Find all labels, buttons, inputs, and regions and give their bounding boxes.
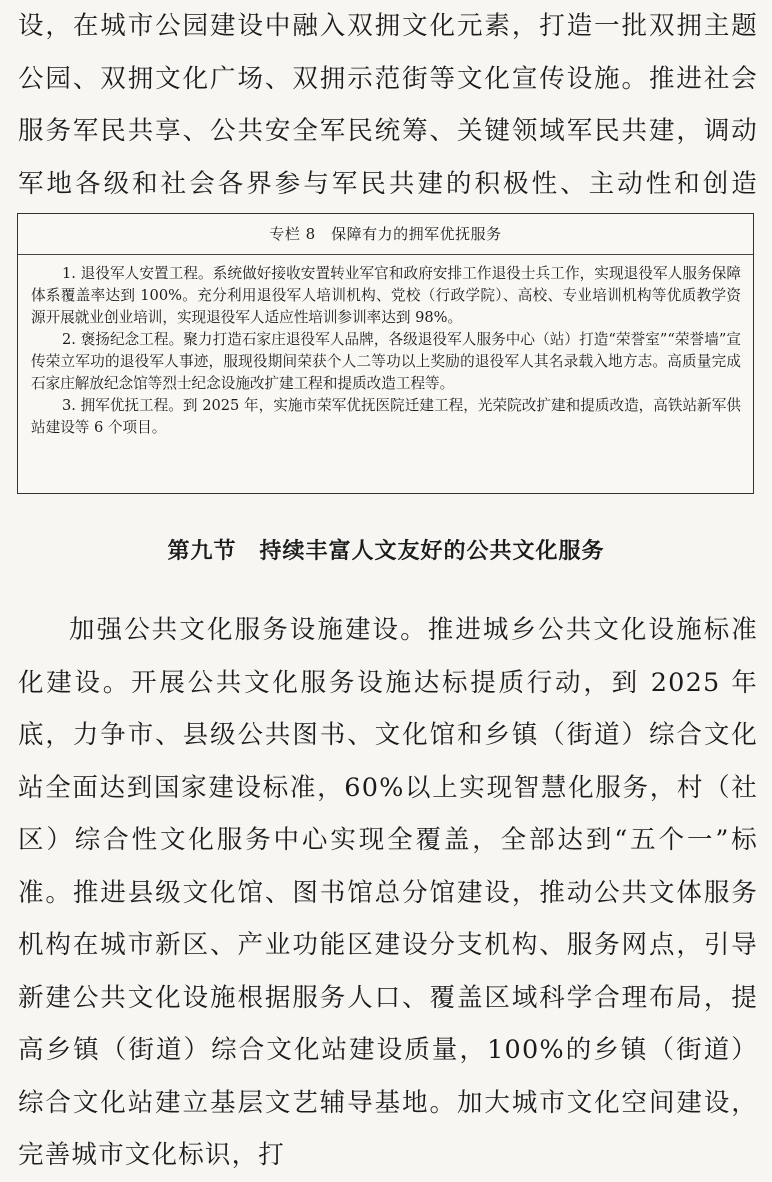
column-box-item: 2. 褒扬纪念工程。聚力打造石家庄退役军人品牌，各级退役军人服务中心（站）打造“荣誉室”“荣誉墙”宣传荣立军功的退役军人事迹，服现役期间荣获个人二等功以上奖励的退役军人其名录载入地方志。高质量完成石家庄解放纪念馆等烈士纪念设施改扩建工程和提质改造工程等。 (31, 331, 741, 392)
main-paragraph: 加强公共文化服务设施建设。推进城乡公共文化设施标准化建设。开展公共文化服务设施达标提质行动，到 2025 年底，力争市、县级公共图书、文化馆和乡镇（街道）综合文化站全面达到国家建设标准，60%以上实现智慧化服务，村（社区）综合性文化服务中心实现全覆盖，全部达到“五个一”标准。推进县级文化馆、图书馆总分馆建设，推动公共文体服务机构在城市新区、产业功能区建设分支机构、服务网点，引导新建公共文化设施根据服务人口、覆盖区域科学合理布局，提高乡镇（街道）综合文化站建设质量，100%的乡镇（街道）综合文化站建立基层文艺辅导基地。加大城市文化空间建设，完善城市文化标识，打 (18, 615, 758, 1170)
column-box (17, 213, 754, 494)
section-heading: 第九节 持续丰富人文友好的公共文化服务 (167, 538, 605, 564)
column-box-title: 专栏 8 保障有力的拥军优抚服务 (18, 214, 753, 255)
column-box-body (18, 255, 753, 439)
column-box-item: 3. 拥军优抚工程。到 2025 年，实施市荣军优抚医院迁建工程，光荣院改扩建和提质改造，高铁站新军供站建设等 6 个项目。 (31, 397, 741, 436)
column-box-item: 1. 退役军人安置工程。系统做好接收安置转业军官和政府安排工作退役士兵工作，实现退役军人服务保障体系覆盖率达到 100%。充分利用退役军人培训机构、党校（行政学院）、高校、专业培训机构等优质教学资源开展就业创业培训，实现退役军人适应性培训参训率达到 98%。 (31, 265, 741, 326)
intro-paragraph: 设，在城市公园建设中融入双拥文化元素，打造一批双拥主题公园、双拥文化广场、双拥示范街等文化宣传设施。推进社会服务军民共享、公共安全军民统筹、关键领域军民共建，调动军地各级和社会各界参与军民共建的积极性、主动性和创造 (18, 11, 758, 199)
